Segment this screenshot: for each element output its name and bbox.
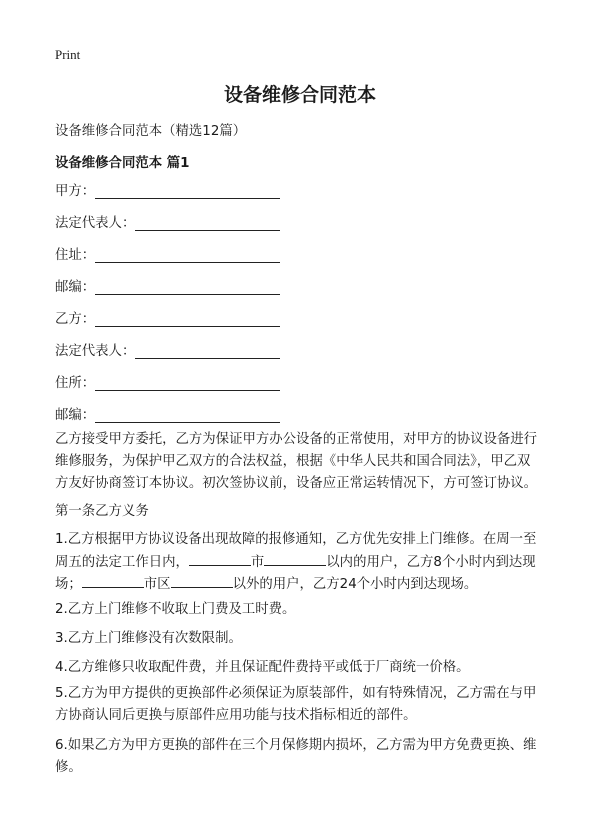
field-label: 甲方：	[55, 184, 96, 199]
text-line: 修。	[55, 760, 82, 775]
form-field	[55, 404, 280, 423]
form-field	[55, 340, 280, 359]
field-label: 乙方：	[55, 312, 96, 327]
text: 场；	[55, 577, 82, 592]
field-blank-line	[95, 184, 280, 199]
article-heading: 第一条乙方义务	[55, 504, 149, 519]
field-label: 住所：	[55, 376, 96, 391]
subtitle: 设备维修合同范本（精选12篇）	[55, 124, 247, 139]
clause-1	[55, 529, 536, 595]
form-field	[55, 276, 280, 295]
page-title: 设备维修合同范本	[223, 84, 376, 106]
text-line: 方友好协商签订本协议。初次签协议前，设备应正常运转情况下，方可签订协议。	[55, 476, 538, 491]
clause-2: 2.乙方上门维修不收取上门费及工时费。	[55, 602, 296, 617]
text-line: 乙方接受甲方委托，乙方为保证甲方办公设备的正常使用，对甲方的协议设备进行	[55, 432, 538, 447]
section-heading: 设备维修合同范本 篇1	[55, 156, 190, 171]
field-label: 法定代表人：	[55, 344, 136, 359]
text: 市区	[143, 577, 171, 592]
field-label: 邮编：	[55, 408, 96, 423]
blank-line	[189, 551, 251, 566]
form-field	[55, 180, 280, 199]
form-field	[55, 372, 280, 391]
field-label: 住址：	[55, 248, 96, 263]
field-blank-line	[135, 344, 280, 359]
form-field	[55, 212, 280, 231]
text-line: 5.乙方为甲方提供的更换部件必须保证为原装部件，如有特殊情况，乙方需在与甲	[55, 686, 537, 701]
text-line: 方协商认同后更换与原部件应用功能与技术指标相近的部件。	[55, 708, 417, 723]
form-field	[55, 244, 280, 263]
blank-line	[264, 551, 326, 566]
text: 市	[250, 555, 265, 570]
field-label: 法定代表人：	[55, 216, 136, 231]
intro-paragraph	[55, 429, 537, 495]
field-blank-line	[95, 248, 280, 263]
print-link[interactable]: Print	[55, 47, 81, 62]
clause-4: 4.乙方维修只收取配件费，并且保证配件费持平或低于厂商统一价格。	[55, 660, 470, 675]
text: 以外的用户，乙方24个小时内到达现场。	[232, 577, 478, 592]
text: 周五的法定工作日内，	[55, 555, 189, 570]
field-blank-line	[95, 280, 280, 295]
text: 以内的用户，乙方8个小时内到达现	[326, 555, 536, 570]
clause-5	[55, 683, 536, 727]
field-blank-line	[135, 216, 280, 231]
blank-line	[171, 573, 233, 588]
field-blank-line	[95, 376, 280, 391]
field-label: 邮编：	[55, 280, 96, 295]
field-blank-line	[95, 408, 280, 423]
text-line: 1.乙方根据甲方协议设备出现故障的报修通知，乙方优先安排上门维修。在周一至	[55, 532, 537, 547]
blank-line	[82, 573, 144, 588]
clause-6	[55, 735, 536, 779]
field-blank-line	[95, 312, 280, 327]
text-line: 6.如果乙方为甲方更换的部件在三个月保修期内损坏，乙方需为甲方免费更换、维	[55, 738, 537, 753]
clause-3: 3.乙方上门维修没有次数限制。	[55, 631, 242, 646]
form-field	[55, 308, 280, 327]
text-line: 维修服务，为保护甲乙双方的合法权益，根据《中华人民共和国合同法》，甲乙双	[55, 454, 531, 469]
